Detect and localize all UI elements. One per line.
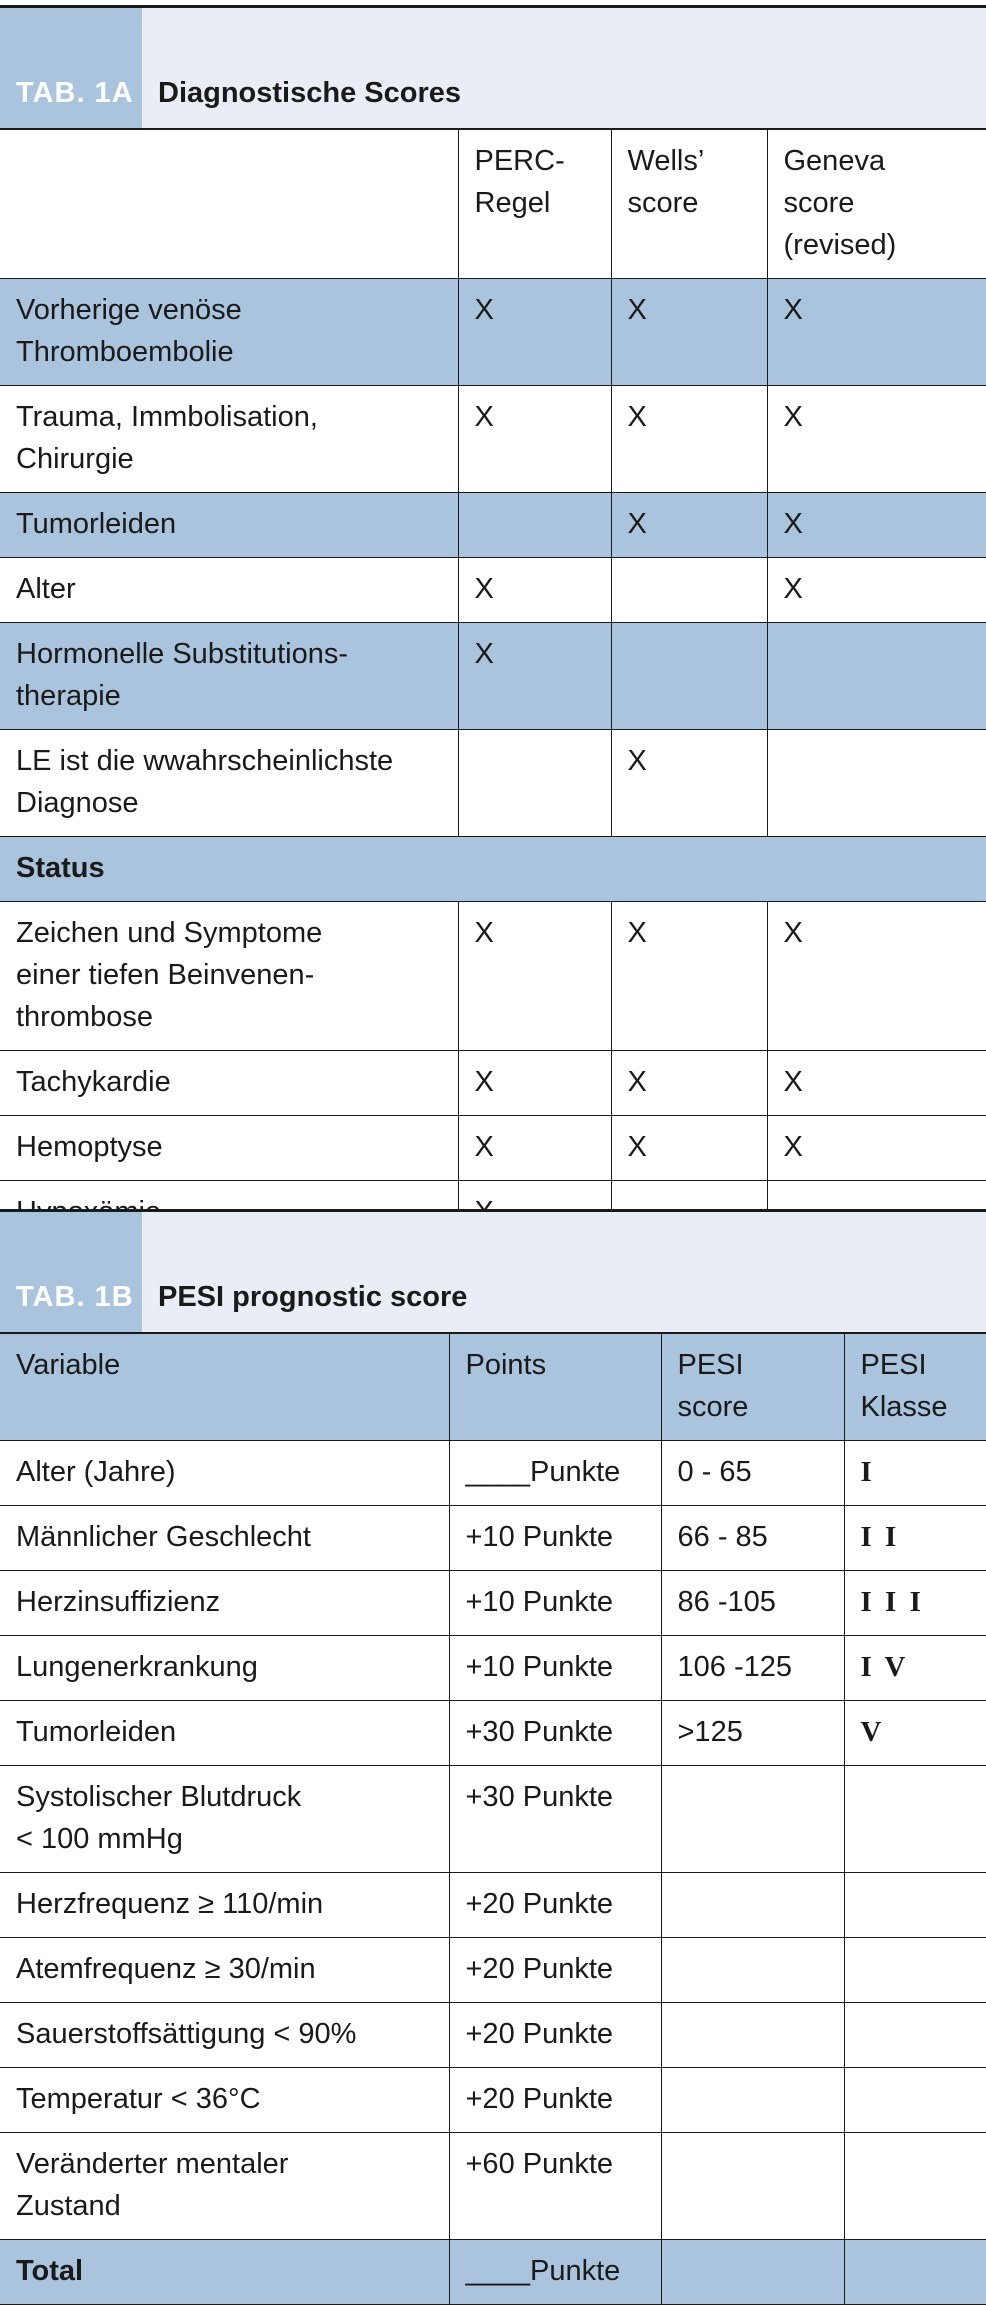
row-label: Alter [0,558,458,623]
points-cell: +30 Punkte [449,1701,661,1766]
wells-cell: X [611,1051,767,1116]
perc-cell: X [458,623,611,730]
table-row [0,1441,986,1506]
total-label: Total [0,2240,449,2305]
geneva-cell: X [767,558,986,623]
score-cell: >125 [661,1701,844,1766]
score-cell [661,1873,844,1938]
table-row [0,1636,986,1701]
perc-cell: X [458,386,611,493]
variable-cell: Lungenerkrankung [0,1636,449,1701]
geneva-cell: X [767,1116,986,1181]
variable-cell: Männlicher Geschlecht [0,1506,449,1571]
column-header: Wells’ score [611,130,767,279]
score-cell [661,2068,844,2133]
klasse-cell [844,2068,986,2133]
geneva-cell: X [767,1051,986,1116]
variable-cell: Tumorleiden [0,1701,449,1766]
table-title: PESI prognostic score [158,1281,468,1313]
table-row [0,1938,986,2003]
points-cell: ____Punkte [449,1441,661,1506]
wells-cell: X [611,279,767,386]
wells-cell: X [611,1116,767,1181]
column-header-row [0,130,986,279]
score-cell [661,2003,844,2068]
table-tag: TAB. 1B [0,1212,142,1332]
points-cell: +30 Punkte [449,1766,661,1873]
variable-cell: Veränderter mentaler Zustand [0,2133,449,2240]
variable-cell: Herzinsuffizienz [0,1571,449,1636]
points-cell: +10 Punkte [449,1506,661,1571]
wells-cell: X [611,902,767,1051]
column-header: PESI score [661,1334,844,1441]
perc-cell: X [458,1116,611,1181]
table-row [0,1766,986,1873]
score-cell: 66 - 85 [661,1506,844,1571]
geneva-cell: X [767,493,986,558]
table-row [0,1873,986,1938]
points-cell: +10 Punkte [449,1636,661,1701]
row-label: Tachykardie [0,1051,458,1116]
klasse-cell: I V [844,1636,986,1701]
diagnostic-scores-grid [0,129,986,1246]
perc-cell: X [458,279,611,386]
total-score-cell [661,2240,844,2305]
table-title: Diagnostische Scores [158,77,461,109]
table-row [0,493,986,558]
table-row [0,1116,986,1181]
points-cell: +10 Punkte [449,1571,661,1636]
variable-cell: Systolischer Blutdruck < 100 mmHg [0,1766,449,1873]
table-row [0,2068,986,2133]
row-label: Hemoptyse [0,1116,458,1181]
pesi-grid [0,1333,986,2305]
klasse-cell [844,1938,986,2003]
geneva-cell [767,730,986,837]
table-diagnostic-scores [0,5,986,1246]
variable-cell: Alter (Jahre) [0,1441,449,1506]
table-row [0,1506,986,1571]
column-header: PESI Klasse [844,1334,986,1441]
klasse-cell [844,1766,986,1873]
column-header: Points [449,1334,661,1441]
row-label: Hormonelle Substitutions- therapie [0,623,458,730]
score-cell: 0 - 65 [661,1441,844,1506]
table-header-bar [0,1209,986,1333]
table-row [0,279,986,386]
row-label: Vorherige venöse Thromboembolie [0,279,458,386]
perc-cell [458,730,611,837]
table-row [0,2003,986,2068]
variable-cell: Herzfrequenz ≥ 110/min [0,1873,449,1938]
table-row [0,2133,986,2240]
total-klasse-cell [844,2240,986,2305]
klasse-cell: I I [844,1506,986,1571]
table-row [0,1701,986,1766]
table-row [0,623,986,730]
table-row [0,730,986,837]
row-label: Tumorleiden [0,493,458,558]
total-row [0,2240,986,2305]
geneva-cell: X [767,386,986,493]
row-label: LE ist die wwahrscheinlichste Diagnose [0,730,458,837]
variable-cell: Temperatur < 36°C [0,2068,449,2133]
column-header: Variable [0,1334,449,1441]
score-cell: 106 -125 [661,1636,844,1701]
points-cell: +20 Punkte [449,1873,661,1938]
total-points: ____Punkte [449,2240,661,2305]
klasse-cell: V [844,1701,986,1766]
geneva-cell: X [767,279,986,386]
score-cell [661,1766,844,1873]
perc-cell: X [458,1051,611,1116]
row-label: Trauma, Immbolisation, Chirurgie [0,386,458,493]
wells-cell: X [611,386,767,493]
column-header [0,130,458,279]
table-row [0,558,986,623]
table-tag: TAB. 1A [0,8,142,128]
perc-cell [458,493,611,558]
table-pesi-score [0,1209,986,2305]
table-row [0,902,986,1051]
wells-cell [611,558,767,623]
table-row [0,1051,986,1116]
klasse-cell [844,1873,986,1938]
geneva-cell: X [767,902,986,1051]
klasse-cell: I [844,1441,986,1506]
score-cell: 86 -105 [661,1571,844,1636]
wells-cell: X [611,730,767,837]
points-cell: +20 Punkte [449,1938,661,2003]
column-header: PERC- Regel [458,130,611,279]
score-cell [661,2133,844,2240]
wells-cell: X [611,493,767,558]
table-header-bar [0,5,986,129]
variable-cell: Atemfrequenz ≥ 30/min [0,1938,449,2003]
section-row [0,837,986,902]
points-cell: +20 Punkte [449,2068,661,2133]
points-cell: +20 Punkte [449,2003,661,2068]
table-row [0,386,986,493]
wells-cell [611,623,767,730]
klasse-cell [844,2133,986,2240]
variable-cell: Sauerstoffsättigung < 90% [0,2003,449,2068]
table-row [0,1571,986,1636]
klasse-cell: I I I [844,1571,986,1636]
geneva-cell [767,623,986,730]
column-header: Geneva score (revised) [767,130,986,279]
points-cell: +60 Punkte [449,2133,661,2240]
klasse-cell [844,2003,986,2068]
row-label: Zeichen und Symptome einer tiefen Beinvenen- thrombose [0,902,458,1051]
perc-cell: X [458,558,611,623]
score-cell [661,1938,844,2003]
section-heading: Status [0,837,986,902]
perc-cell: X [458,902,611,1051]
column-header-row [0,1334,986,1441]
